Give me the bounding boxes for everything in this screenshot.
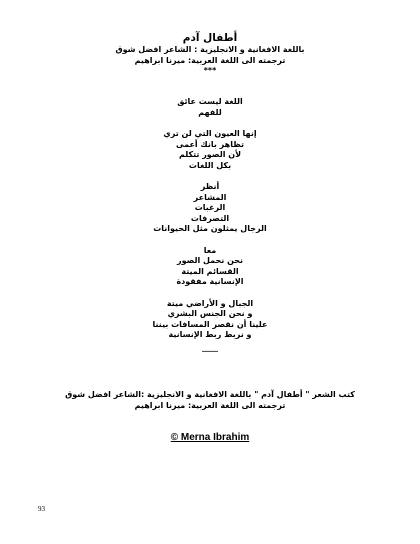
author-line: باللغة الافغانية و الانجليزية : الشاعر افضل شوق [115, 45, 305, 54]
poem-line: أنظر [200, 182, 220, 191]
poem-line: الرجال يمثلون مثل الحيوانات [153, 224, 267, 233]
poem-line: تظاهر بانك أعمى [175, 139, 245, 149]
stanza-1 [40, 97, 380, 118]
poem-line: معا [203, 245, 217, 255]
poem-body [40, 97, 380, 353]
stanza-2 [40, 129, 380, 171]
poem-line: و نحن الجنس البشري [167, 309, 253, 318]
translator-line: ترجمته الى اللغة العربية: ميرنا ابراهيم [134, 55, 286, 65]
copyright-notice: © Merna Ibrahim [170, 432, 250, 443]
poem-line: الجبال و الأراضي ميتة [166, 298, 254, 308]
poem-line: القسائم الميتة [181, 266, 239, 276]
poem-line: و نربط ربط الإنسانية [168, 330, 252, 339]
poem-line: المشاعر [193, 192, 227, 202]
stanza-4 [40, 246, 380, 288]
poem-header [40, 45, 380, 77]
line-divider: ____ [202, 342, 218, 352]
poem-line: بكل اللغات [188, 160, 232, 170]
poem-line: الإنسانية مفقودة [176, 277, 244, 286]
asterisk-divider: *** [203, 66, 217, 75]
poem-line: اللغة ليست عائق [177, 97, 243, 106]
poem-line: نحن نحمل الصور [176, 256, 244, 265]
stanza-3 [40, 182, 380, 235]
footer-author-line: كتب الشعر " أطفال آدم " باللغة الافغانية و الانجليزية :الشاعر افضل شوق [65, 390, 355, 399]
poem-footer [40, 390, 380, 411]
footer-translator-line: ترجمته الى اللغة العربية: ميرنا ابراهيم [134, 400, 286, 410]
poem-line: إنها العيون التي لن تري [163, 129, 257, 138]
poem-line: لأن الصور تتكلم [178, 150, 242, 159]
poem-line: علينا أن نقصر المسافات بيننا [152, 319, 268, 329]
poem-title: أطفال آدم [182, 32, 238, 44]
page-number: 93 [38, 505, 45, 513]
stanza-5 [40, 299, 380, 341]
poem-line: للفهم [198, 107, 222, 117]
poem-line: التصرفات [190, 213, 230, 223]
poem-line: الرغبات [194, 203, 226, 212]
